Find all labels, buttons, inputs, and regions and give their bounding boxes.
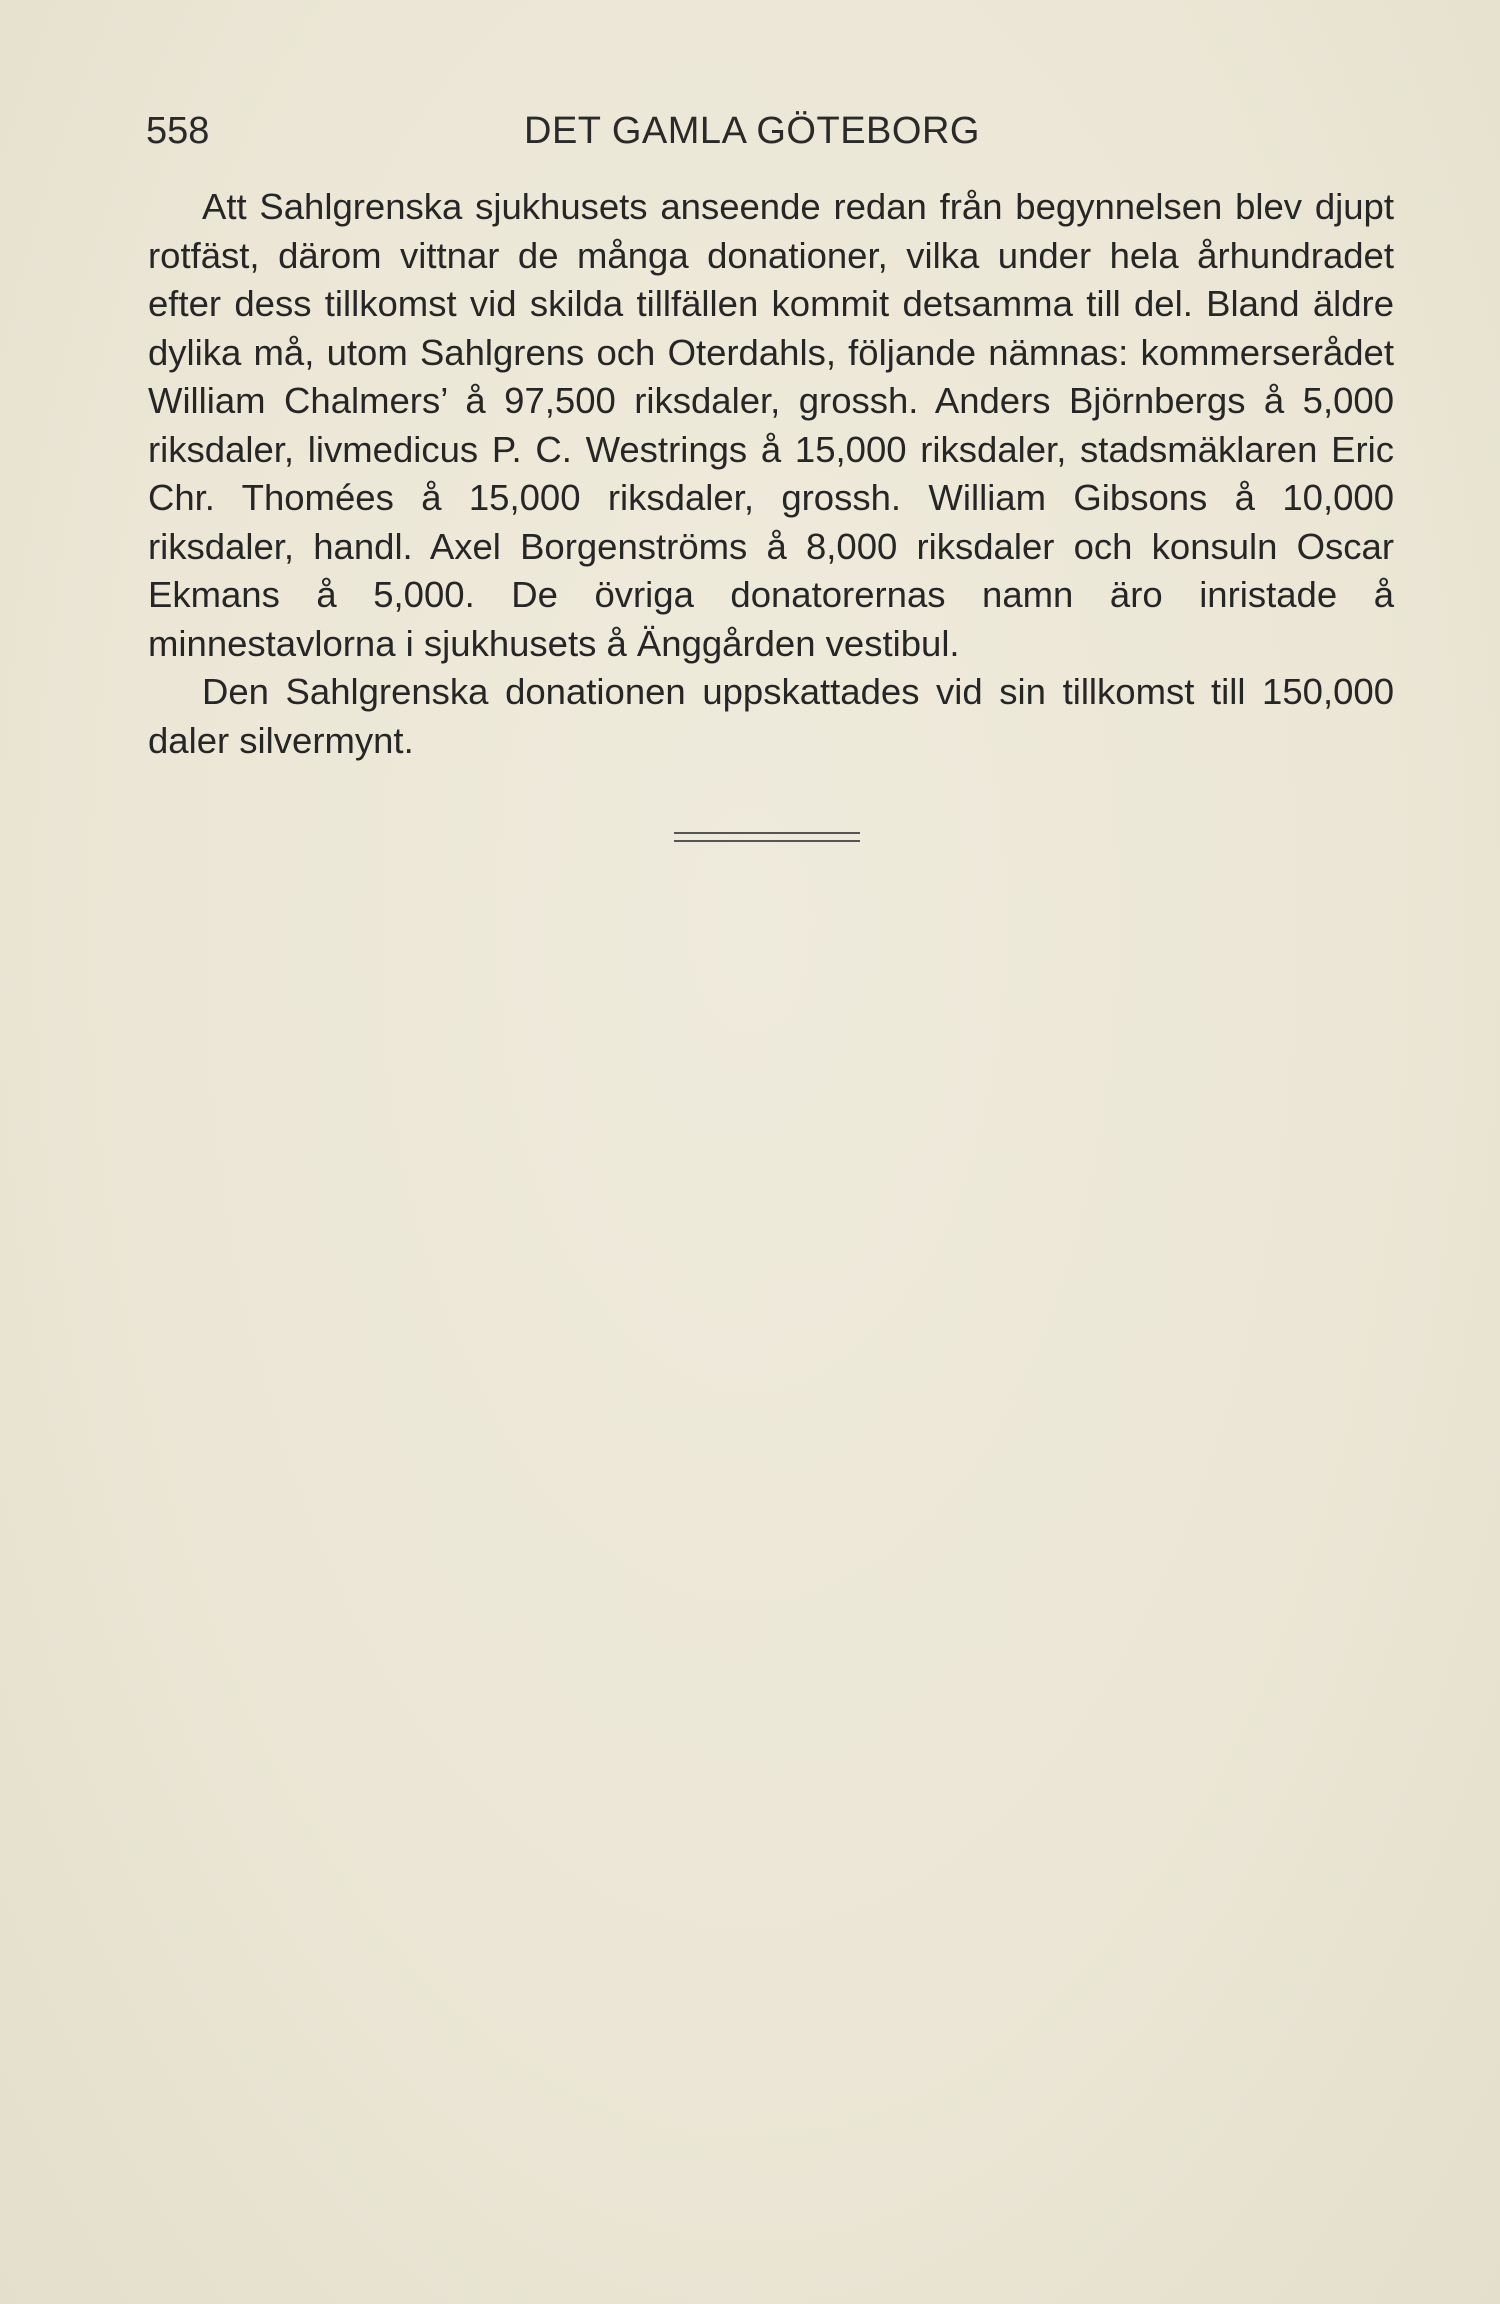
- running-title: DET GAMLA GÖTEBORG: [524, 110, 980, 152]
- page-number: 558: [146, 110, 210, 152]
- running-head: [146, 106, 1396, 156]
- rule-line: [674, 832, 860, 834]
- rule-line: [674, 840, 860, 842]
- section-end-rule: [674, 832, 860, 842]
- paragraph: Den Sahlgrenska donationen uppskattades vid sin tillkomst till 150,000 daler silvermynt.: [148, 671, 1394, 761]
- body-text: [148, 183, 1394, 765]
- paragraph: Att Sahlgrenska sjukhusets anseende redan från begynnelsen blev djupt rotfäst, därom vittnar de många donationer, vilka under hela århundradet efter dess tillkomst vid skilda tillfällen kommit detsamma till del. Bland äldre dylika må, utom Sahlgrens och Oterdahls, följande nämnas: kommerserådet William Chalmers’ å 97,500 riksdaler, grossh. Anders Björnbergs å 5,000 riksdaler, livmedicus P. C. Westrings å 15,000 riksdaler, stadsmäklaren Eric Chr. Thomées å 15,000 riksdaler, grossh. William Gibsons å 10,000 riksdaler, handl. Axel Borgenströms å 8,000 riksdaler och konsuln Oscar Ekmans å 5,000. De övriga donatorernas namn äro inristade å minnestavlorna i sjukhusets å Änggården vestibul.: [148, 186, 1394, 664]
